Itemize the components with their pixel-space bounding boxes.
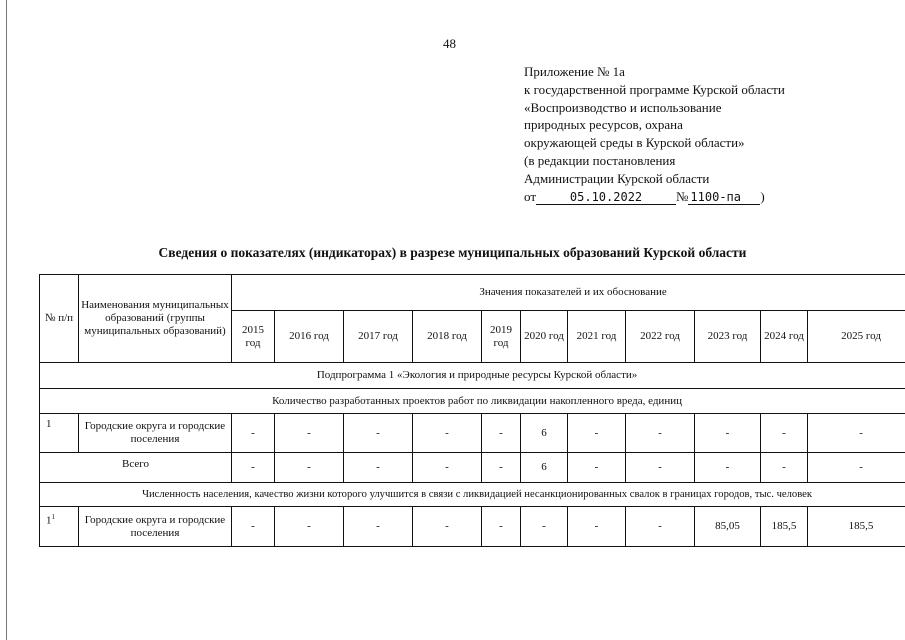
value-cell: - xyxy=(521,507,568,547)
row-name: Городские округа и городские поселения xyxy=(79,507,232,547)
appendix-line-2: к государственной программе Курской области xyxy=(524,81,785,97)
appendix-line-7: Администрации Курской области xyxy=(524,170,710,186)
appendix-line-1: Приложение № 1а xyxy=(524,64,625,79)
indicator-1-title: Количество разработанных проектов работ по ликвидации накопленного вреда, единиц xyxy=(40,389,905,414)
row-name: Городские округа и городские поселения xyxy=(79,414,232,453)
value-cell: - xyxy=(761,414,808,453)
appendix-line-3: «Воспроизводство и использование xyxy=(524,99,722,115)
closing-paren: ) xyxy=(760,188,765,204)
value-cell: - xyxy=(482,414,521,453)
value-cell: - xyxy=(626,453,695,483)
subprogram-row xyxy=(40,363,905,389)
year-header: 2016 год xyxy=(275,311,344,363)
value-cell: 85,05 xyxy=(695,507,761,547)
year-header: 2023 год xyxy=(695,311,761,363)
value-cell: - xyxy=(232,507,275,547)
indicators-table xyxy=(39,274,905,547)
value-cell: - xyxy=(568,414,626,453)
value-cell: - xyxy=(695,414,761,453)
row-number: 1 xyxy=(40,414,79,453)
value-cell: 6 xyxy=(521,414,568,453)
total-row xyxy=(40,453,905,483)
appendix-line-5: окружающей среды в Курской области» xyxy=(524,135,745,151)
indicator-row xyxy=(40,483,905,507)
row-number xyxy=(40,507,79,547)
appendix-line-6: (в редакции постановления xyxy=(524,152,676,168)
indicator-2-title: Численность населения, качество жизни которого улучшится в связи с ликвидацией несанкционированных свалок в границах городов, тыс. человек xyxy=(40,483,905,507)
appendix-block xyxy=(524,63,785,205)
value-cell: 185,5 xyxy=(761,507,808,547)
value-cell: - xyxy=(482,453,521,483)
value-cell: - xyxy=(413,453,482,483)
value-cell: - xyxy=(568,453,626,483)
year-header: 2015 год xyxy=(232,311,275,363)
year-header: 2022 год xyxy=(626,311,695,363)
year-header: 2020 год xyxy=(521,311,568,363)
document-title: Сведения о показателях (индикаторах) в разрезе муниципальных образований Курской области xyxy=(158,245,747,260)
value-cell: - xyxy=(344,507,413,547)
scan-edge-line xyxy=(6,0,7,640)
year-header: 2024 год xyxy=(761,311,808,363)
value-cell: - xyxy=(232,453,275,483)
header-row xyxy=(40,275,905,311)
value-cell: - xyxy=(626,414,695,453)
value-cell: - xyxy=(344,453,413,483)
appendix-line-4: природных ресурсов, охрана xyxy=(524,117,683,133)
from-label: от xyxy=(524,188,537,204)
value-cell: - xyxy=(275,414,344,453)
value-cell: - xyxy=(761,453,808,483)
value-cell: 185,5 xyxy=(808,507,905,547)
table-row xyxy=(40,507,905,547)
year-header: 2019 год xyxy=(482,311,521,363)
value-cell: - xyxy=(275,507,344,547)
value-cell: - xyxy=(413,507,482,547)
value-cell: - xyxy=(344,414,413,453)
footnote-marker: 1 xyxy=(51,513,55,521)
year-header: 2017 год xyxy=(344,311,413,363)
decree-date: 05.10.2022 xyxy=(536,191,676,205)
value-cell: - xyxy=(482,507,521,547)
page-number: 48 xyxy=(443,36,456,51)
value-cell: - xyxy=(695,453,761,483)
value-cell: - xyxy=(808,453,905,483)
value-cell: - xyxy=(275,453,344,483)
value-cell: - xyxy=(232,414,275,453)
row-number-main: 1 xyxy=(46,514,52,527)
value-cell: 6 xyxy=(521,453,568,483)
year-header: 2021 год xyxy=(568,311,626,363)
subprogram-title: Подпрограмма 1 «Экология и природные ресурсы Курской области» xyxy=(40,363,905,389)
indicator-row xyxy=(40,389,905,414)
value-cell: - xyxy=(568,507,626,547)
col-values-header: Значения показателей и их обоснование xyxy=(232,275,905,311)
decree-number: 1100-па xyxy=(688,191,760,205)
year-header: 2018 год xyxy=(413,311,482,363)
year-header: 2025 год xyxy=(808,311,905,363)
value-cell: - xyxy=(413,414,482,453)
col-name-header: Наименования муниципальных образований (группы муниципальных образований) xyxy=(79,275,232,363)
value-cell: - xyxy=(626,507,695,547)
total-label: Всего xyxy=(40,453,232,483)
number-label: № xyxy=(676,188,689,204)
col-num-header: № п/п xyxy=(40,275,79,363)
value-cell: - xyxy=(808,414,905,453)
signature-line xyxy=(524,188,785,206)
table-row xyxy=(40,414,905,453)
